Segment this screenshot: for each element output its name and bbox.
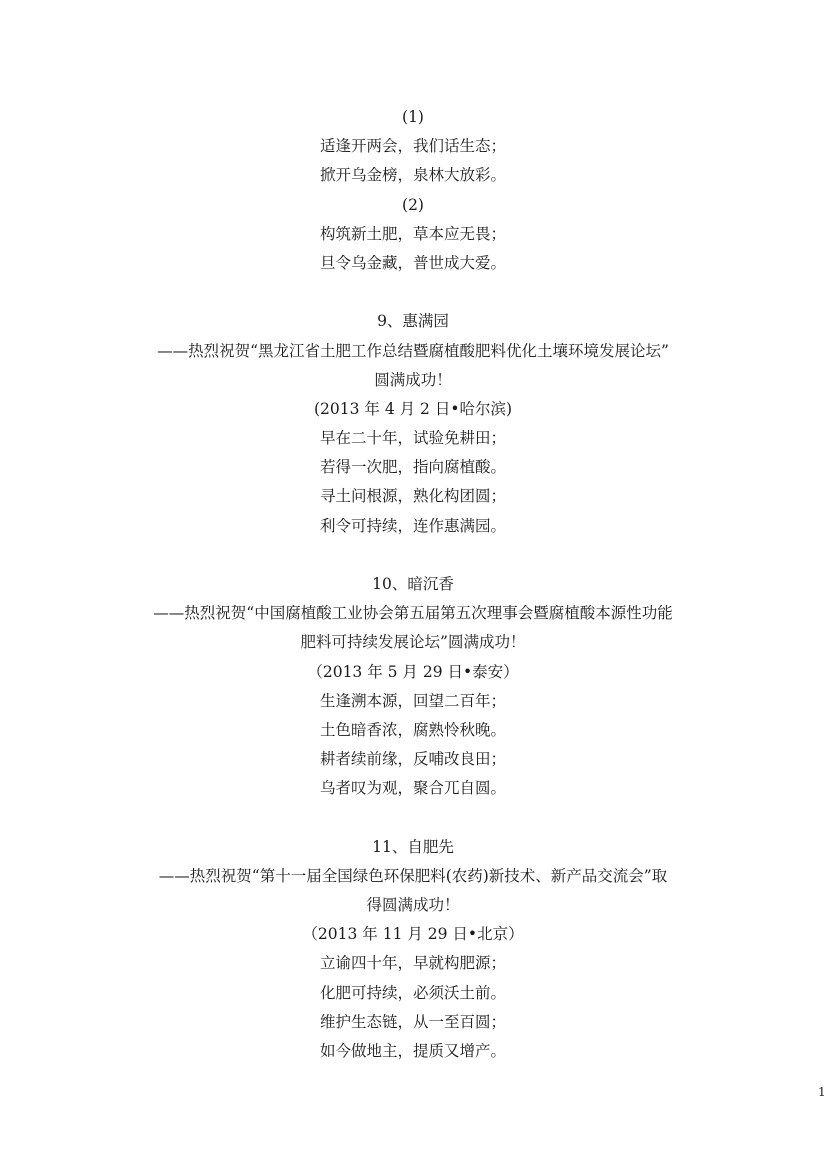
verse-line: 掀开乌金榜，泉林大放彩。 — [319, 166, 506, 185]
poem-section — [0, 833, 826, 1067]
document-page — [0, 103, 826, 1066]
poem-title: 9、惠满园 — [377, 312, 449, 331]
verse-line: 寻土问根源，熟化构团圆； — [319, 487, 506, 506]
verse-line: 旦令乌金藏，普世成大爱。 — [319, 253, 506, 272]
stanza-number: (1) — [402, 108, 424, 126]
poem-section — [0, 570, 826, 804]
verse-line: 立谕四十年，早就构肥源； — [319, 954, 506, 973]
poem-date: （2013 年 5 月 29 日•泰安） — [307, 662, 519, 681]
spacer — [0, 278, 826, 307]
verse-line: 化肥可持续，必须沃土前。 — [319, 983, 506, 1002]
poem-title: 11、自肥先 — [372, 837, 454, 856]
verse-line: 土色暗香浓，腐熟怜秋晚。 — [319, 720, 506, 739]
verse-line: 适逢开两会，我们话生态； — [319, 137, 506, 156]
stanza-number: (2) — [402, 195, 424, 214]
spacer — [0, 541, 826, 570]
page-number: 1 — [818, 1085, 826, 1099]
poem-subtitle: ——热烈祝贺“第十一届全国绿色环保肥料(农药)新技术、新产品交流会”取 — [158, 866, 668, 885]
poem-date: (2013 年 4 月 2 日•哈尔滨) — [313, 399, 513, 418]
verse-line: 构筑新土肥，草本应无畏； — [319, 224, 506, 243]
poem-subtitle-continued: 得圆满成功！ — [366, 896, 460, 915]
verse-line: 如今做地主，提质又增产。 — [319, 1042, 506, 1060]
poem-subtitle: ——热烈祝贺“中国腐植酸工业协会第五届第五次理事会暨腐植酸本源性功能 — [153, 604, 673, 623]
verse-line: 若得一次肥，指向腐植酸。 — [319, 458, 506, 477]
poem-section — [0, 307, 826, 541]
verse-line: 耕者续前缘，反哺改良田； — [319, 750, 506, 769]
poem-subtitle-continued: 圆满成功！ — [374, 370, 452, 389]
poem-subtitle: ——热烈祝贺“黑龙江省土肥工作总结暨腐植酸肥料优化土壤环境发展论坛” — [157, 341, 669, 360]
poem-subtitle-continued: 肥料可持续发展论坛”圆满成功！ — [300, 633, 526, 652]
verse-line: 早在二十年，试验免耕田； — [319, 429, 506, 448]
verse-line: 生逢溯本源，回望二百年； — [319, 691, 506, 710]
verse-line: 乌者叹为观，聚合兀自圆。 — [319, 779, 506, 798]
poem-title: 10、暗沉香 — [372, 575, 454, 593]
spacer — [0, 804, 826, 833]
pre-section — [0, 103, 826, 278]
verse-line: 维护生态链，从一至百圆； — [319, 1012, 506, 1031]
verse-line: 利令可持续，连作惠满园。 — [319, 516, 506, 535]
poem-date: （2013 年 11 月 29 日•北京） — [302, 925, 524, 944]
